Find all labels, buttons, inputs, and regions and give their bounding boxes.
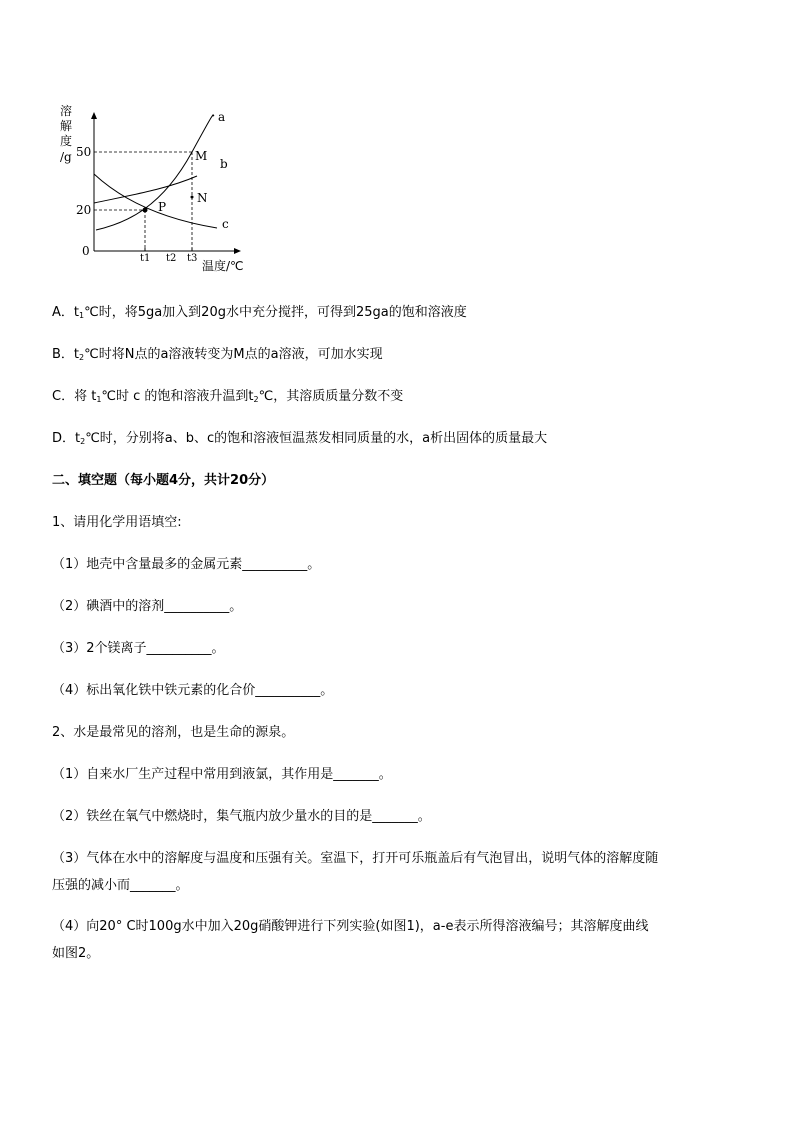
point-p [143,208,148,213]
point-n [191,196,194,199]
y-tick-0: 0 [82,244,90,258]
x-axis-title: 温度/℃ [202,259,244,273]
x-tick-t2: t2 [166,253,177,264]
y-tick-20: 20 [76,203,92,217]
point-label-m: M [195,149,208,163]
curve-a [96,115,214,230]
y-axis-title-3: 度 [60,134,73,148]
q2-item-2: （2）铁丝在氧气中燃烧时，集气瓶内放少量水的目的是_______。 [52,809,431,824]
q2-item-4-line2: 如图2。 [52,946,100,961]
q1-item-2: （2）碘酒中的溶剂__________。 [52,599,243,614]
solubility-figure [52,105,262,280]
q2-item-1: （1）自来水厂生产过程中常用到液氯，其作用是_______。 [52,767,392,782]
q1-item-4: （4）标出氧化铁中铁元素的化合价__________。 [52,683,334,698]
q2-item-4-line1: （4）向20° C时100g水中加入20g硝酸钾进行下列实验(如图1)，a-e表示所得溶液编号；其溶解度曲线 [52,919,649,934]
option-a: A．$t_1℃$时，将5ga加入到20g水中充分搅拌，可得到25ga的饱和溶液度 [52,305,467,320]
point-label-n: N [197,191,208,205]
y-tick-50: 50 [76,145,92,159]
y-axis-title-1: 溶 [60,104,73,118]
x-tick-t1: t1 [140,253,151,264]
option-d: D．$t_2℃$时，分别将a、b、c的饱和溶液恒温蒸发相同质量的水，a析出固体的质量最大 [52,431,548,446]
curve-label-c: c [222,217,229,231]
option-b: B．$t_2℃$时将N点的a溶液转变为M点的a溶液，可加水实现 [52,347,383,362]
x-tick-t3: t3 [187,253,198,264]
curve-label-a: a [218,110,226,124]
curve-b [94,176,197,203]
q2-item-3-line1: （3）气体在水中的溶解度与温度和压强有关。室温下，打开可乐瓶盖后有气泡冒出，说明气体的溶解度随 [52,851,659,866]
y-axis-title-4: /g [60,150,72,164]
q1-stem: 1、请用化学用语填空: [52,515,182,530]
option-c: C．将 $t_1℃$时 c 的饱和溶液升温到$t_2℃$，其溶质质量分数不变 [52,389,404,404]
section-heading: 二、填空题（每小题4分，共计20分） [52,473,275,488]
curve-label-b: b [220,157,228,171]
q2-stem: 2、水是最常见的溶剂，也是生命的源泉。 [52,725,295,740]
q2-item-3-line2: 压强的减小而_______。 [52,878,189,893]
q1-item-1: （1）地壳中含量最多的金属元素__________。 [52,557,321,572]
q1-item-3: （3）2个镁离子__________。 [52,641,225,656]
point-label-p: P [158,200,167,214]
y-axis-title-2: 解 [60,119,73,133]
